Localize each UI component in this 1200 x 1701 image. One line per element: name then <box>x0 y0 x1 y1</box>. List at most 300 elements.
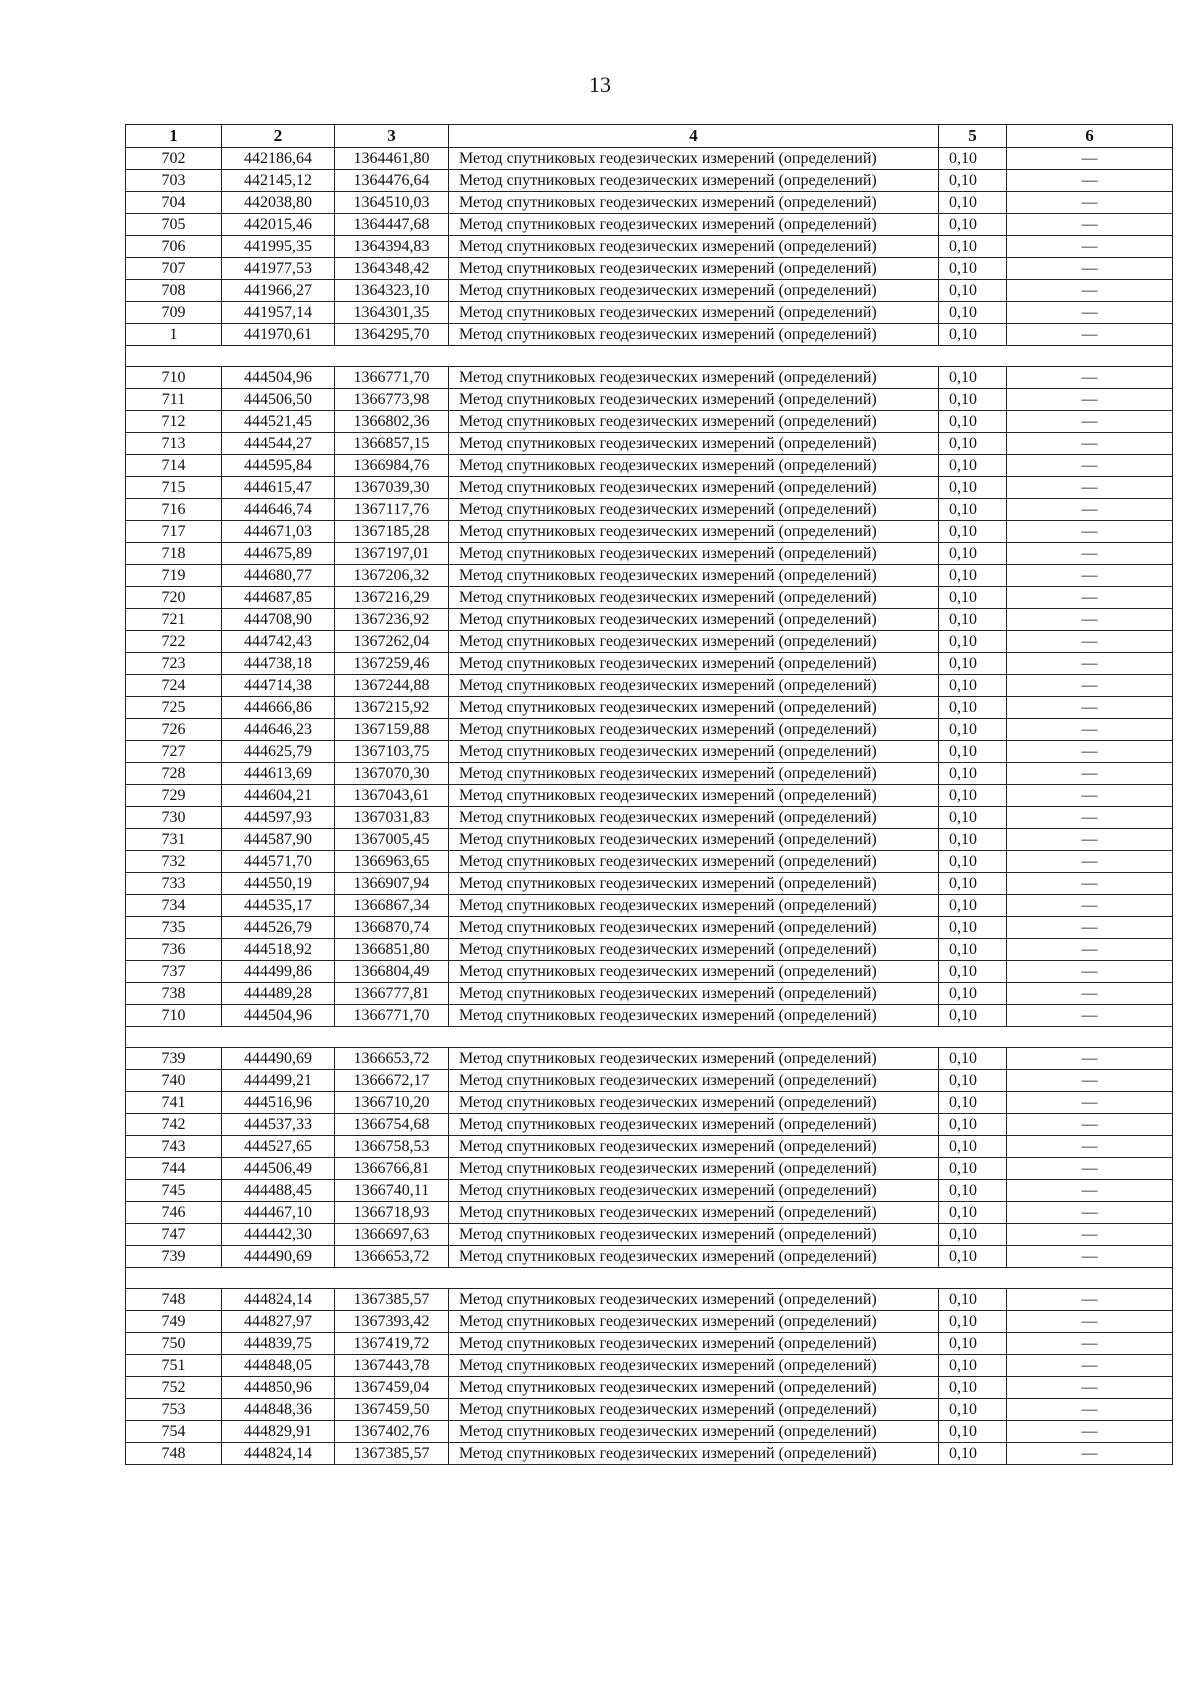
y-coordinate-cell: 1366653,72 <box>335 1246 449 1268</box>
method-cell: Метод спутниковых геодезических измерений (определений) <box>449 1202 939 1224</box>
table-row <box>126 939 1173 961</box>
point-number-cell: 1 <box>126 324 222 346</box>
method-cell: Метод спутниковых геодезических измерений (определений) <box>449 1158 939 1180</box>
dash-cell: — <box>1007 302 1173 324</box>
point-number-cell: 706 <box>126 236 222 258</box>
point-number-cell: 713 <box>126 433 222 455</box>
dash-cell: — <box>1007 961 1173 983</box>
table-body <box>126 148 1173 1465</box>
y-coordinate-cell: 1366697,63 <box>335 1224 449 1246</box>
method-cell: Метод спутниковых геодезических измерений (определений) <box>449 258 939 280</box>
x-coordinate-cell: 444666,86 <box>222 697 335 719</box>
method-cell: Метод спутниковых геодезических измерений (определений) <box>449 1092 939 1114</box>
y-coordinate-cell: 1364447,68 <box>335 214 449 236</box>
table-row <box>126 1048 1173 1070</box>
precision-cell: 0,10 <box>939 1202 1007 1224</box>
dash-cell: — <box>1007 1114 1173 1136</box>
dash-cell: — <box>1007 587 1173 609</box>
x-coordinate-cell: 444587,90 <box>222 829 335 851</box>
dash-cell: — <box>1007 1421 1173 1443</box>
table-row <box>126 1202 1173 1224</box>
point-number-cell: 717 <box>126 521 222 543</box>
dash-cell: — <box>1007 1048 1173 1070</box>
method-cell: Метод спутниковых геодезических измерений (определений) <box>449 1311 939 1333</box>
method-cell: Метод спутниковых геодезических измерений (определений) <box>449 807 939 829</box>
y-coordinate-cell: 1366771,70 <box>335 367 449 389</box>
group-separator-row <box>126 1268 1173 1289</box>
table-row <box>126 170 1173 192</box>
y-coordinate-cell: 1364476,64 <box>335 170 449 192</box>
point-number-cell: 742 <box>126 1114 222 1136</box>
point-number-cell: 745 <box>126 1180 222 1202</box>
y-coordinate-cell: 1367244,88 <box>335 675 449 697</box>
method-cell: Метод спутниковых геодезических измерений (определений) <box>449 763 939 785</box>
method-cell: Метод спутниковых геодезических измерений (определений) <box>449 1114 939 1136</box>
point-number-cell: 720 <box>126 587 222 609</box>
dash-cell: — <box>1007 1158 1173 1180</box>
table-row <box>126 499 1173 521</box>
precision-cell: 0,10 <box>939 389 1007 411</box>
table-row <box>126 521 1173 543</box>
precision-cell: 0,10 <box>939 631 1007 653</box>
x-coordinate-cell: 444537,33 <box>222 1114 335 1136</box>
point-number-cell: 704 <box>126 192 222 214</box>
x-coordinate-cell: 444490,69 <box>222 1246 335 1268</box>
method-cell: Метод спутниковых геодезических измерений (определений) <box>449 587 939 609</box>
x-coordinate-cell: 444714,38 <box>222 675 335 697</box>
y-coordinate-cell: 1366851,80 <box>335 939 449 961</box>
point-number-cell: 738 <box>126 983 222 1005</box>
method-cell: Метод спутниковых геодезических измерений (определений) <box>449 851 939 873</box>
y-coordinate-cell: 1367393,42 <box>335 1311 449 1333</box>
point-number-cell: 735 <box>126 917 222 939</box>
precision-cell: 0,10 <box>939 763 1007 785</box>
precision-cell: 0,10 <box>939 170 1007 192</box>
point-number-cell: 734 <box>126 895 222 917</box>
dash-cell: — <box>1007 411 1173 433</box>
table-row <box>126 1180 1173 1202</box>
precision-cell: 0,10 <box>939 741 1007 763</box>
method-cell: Метод спутниковых геодезических измерений (определений) <box>449 280 939 302</box>
x-coordinate-cell: 444625,79 <box>222 741 335 763</box>
y-coordinate-cell: 1366672,17 <box>335 1070 449 1092</box>
table-row <box>126 609 1173 631</box>
precision-cell: 0,10 <box>939 587 1007 609</box>
point-number-cell: 721 <box>126 609 222 631</box>
y-coordinate-cell: 1364510,03 <box>335 192 449 214</box>
x-coordinate-cell: 444499,86 <box>222 961 335 983</box>
precision-cell: 0,10 <box>939 1158 1007 1180</box>
method-cell: Метод спутниковых геодезических измерений (определений) <box>449 895 939 917</box>
separator-cell <box>126 1268 1173 1289</box>
method-cell: Метод спутниковых геодезических измерений (определений) <box>449 1443 939 1465</box>
x-coordinate-cell: 444604,21 <box>222 785 335 807</box>
y-coordinate-cell: 1366777,81 <box>335 983 449 1005</box>
table-row <box>126 1421 1173 1443</box>
precision-cell: 0,10 <box>939 895 1007 917</box>
separator-cell <box>126 1027 1173 1048</box>
table-row <box>126 741 1173 763</box>
dash-cell: — <box>1007 763 1173 785</box>
y-coordinate-cell: 1364295,70 <box>335 324 449 346</box>
y-coordinate-cell: 1367262,04 <box>335 631 449 653</box>
x-coordinate-cell: 444827,97 <box>222 1311 335 1333</box>
point-number-cell: 703 <box>126 170 222 192</box>
x-coordinate-cell: 444442,30 <box>222 1224 335 1246</box>
x-coordinate-cell: 442015,46 <box>222 214 335 236</box>
table-row <box>126 258 1173 280</box>
point-number-cell: 710 <box>126 1005 222 1027</box>
dash-cell: — <box>1007 785 1173 807</box>
method-cell: Метод спутниковых геодезических измерений (определений) <box>449 1180 939 1202</box>
precision-cell: 0,10 <box>939 1377 1007 1399</box>
point-number-cell: 747 <box>126 1224 222 1246</box>
dash-cell: — <box>1007 433 1173 455</box>
precision-cell: 0,10 <box>939 675 1007 697</box>
point-number-cell: 712 <box>126 411 222 433</box>
precision-cell: 0,10 <box>939 1048 1007 1070</box>
y-coordinate-cell: 1367419,72 <box>335 1333 449 1355</box>
precision-cell: 0,10 <box>939 433 1007 455</box>
x-coordinate-cell: 444687,85 <box>222 587 335 609</box>
table-row <box>126 1114 1173 1136</box>
point-number-cell: 716 <box>126 499 222 521</box>
point-number-cell: 748 <box>126 1289 222 1311</box>
x-coordinate-cell: 444489,28 <box>222 983 335 1005</box>
dash-cell: — <box>1007 236 1173 258</box>
precision-cell: 0,10 <box>939 807 1007 829</box>
y-coordinate-cell: 1367259,46 <box>335 653 449 675</box>
precision-cell: 0,10 <box>939 367 1007 389</box>
group-separator-row <box>126 1027 1173 1048</box>
y-coordinate-cell: 1366867,34 <box>335 895 449 917</box>
x-coordinate-cell: 444824,14 <box>222 1289 335 1311</box>
y-coordinate-cell: 1367039,30 <box>335 477 449 499</box>
dash-cell: — <box>1007 1333 1173 1355</box>
dash-cell: — <box>1007 675 1173 697</box>
x-coordinate-cell: 444526,79 <box>222 917 335 939</box>
method-cell: Метод спутниковых геодезических измерений (определений) <box>449 236 939 258</box>
dash-cell: — <box>1007 192 1173 214</box>
table-row <box>126 763 1173 785</box>
point-number-cell: 736 <box>126 939 222 961</box>
dash-cell: — <box>1007 1136 1173 1158</box>
point-number-cell: 708 <box>126 280 222 302</box>
y-coordinate-cell: 1367117,76 <box>335 499 449 521</box>
dash-cell: — <box>1007 1180 1173 1202</box>
precision-cell: 0,10 <box>939 258 1007 280</box>
y-coordinate-cell: 1364461,80 <box>335 148 449 170</box>
precision-cell: 0,10 <box>939 477 1007 499</box>
table-row <box>126 1311 1173 1333</box>
y-coordinate-cell: 1367443,78 <box>335 1355 449 1377</box>
x-coordinate-cell: 444488,45 <box>222 1180 335 1202</box>
dash-cell: — <box>1007 829 1173 851</box>
table-row <box>126 675 1173 697</box>
dash-cell: — <box>1007 983 1173 1005</box>
table-row <box>126 280 1173 302</box>
method-cell: Метод спутниковых геодезических измерений (определений) <box>449 917 939 939</box>
point-number-cell: 748 <box>126 1443 222 1465</box>
y-coordinate-cell: 1367402,76 <box>335 1421 449 1443</box>
table-row <box>126 1070 1173 1092</box>
y-coordinate-cell: 1366870,74 <box>335 917 449 939</box>
x-coordinate-cell: 441957,14 <box>222 302 335 324</box>
precision-cell: 0,10 <box>939 324 1007 346</box>
table-row <box>126 477 1173 499</box>
point-number-cell: 744 <box>126 1158 222 1180</box>
method-cell: Метод спутниковых геодезических измерений (определений) <box>449 829 939 851</box>
precision-cell: 0,10 <box>939 302 1007 324</box>
point-number-cell: 741 <box>126 1092 222 1114</box>
precision-cell: 0,10 <box>939 1311 1007 1333</box>
table-row <box>126 389 1173 411</box>
method-cell: Метод спутниковых геодезических измерений (определений) <box>449 1005 939 1027</box>
dash-cell: — <box>1007 1246 1173 1268</box>
header-cell: 3 <box>335 125 449 148</box>
y-coordinate-cell: 1366771,70 <box>335 1005 449 1027</box>
point-number-cell: 714 <box>126 455 222 477</box>
x-coordinate-cell: 441995,35 <box>222 236 335 258</box>
y-coordinate-cell: 1366758,53 <box>335 1136 449 1158</box>
table-row <box>126 1289 1173 1311</box>
method-cell: Метод спутниковых геодезических измерений (определений) <box>449 939 939 961</box>
dash-cell: — <box>1007 499 1173 521</box>
method-cell: Метод спутниковых геодезических измерений (определений) <box>449 631 939 653</box>
dash-cell: — <box>1007 1202 1173 1224</box>
table-row <box>126 411 1173 433</box>
method-cell: Метод спутниковых геодезических измерений (определений) <box>449 565 939 587</box>
dash-cell: — <box>1007 1443 1173 1465</box>
y-coordinate-cell: 1366754,68 <box>335 1114 449 1136</box>
point-number-cell: 719 <box>126 565 222 587</box>
y-coordinate-cell: 1367216,29 <box>335 587 449 609</box>
y-coordinate-cell: 1364301,35 <box>335 302 449 324</box>
precision-cell: 0,10 <box>939 873 1007 895</box>
method-cell: Метод спутниковых геодезических измерений (определений) <box>449 302 939 324</box>
method-cell: Метод спутниковых геодезических измерений (определений) <box>449 741 939 763</box>
x-coordinate-cell: 444646,23 <box>222 719 335 741</box>
x-coordinate-cell: 444671,03 <box>222 521 335 543</box>
x-coordinate-cell: 444738,18 <box>222 653 335 675</box>
dash-cell: — <box>1007 1092 1173 1114</box>
point-number-cell: 750 <box>126 1333 222 1355</box>
x-coordinate-cell: 444571,70 <box>222 851 335 873</box>
method-cell: Метод спутниковых геодезических измерений (определений) <box>449 389 939 411</box>
precision-cell: 0,10 <box>939 1421 1007 1443</box>
method-cell: Метод спутниковых геодезических измерений (определений) <box>449 1355 939 1377</box>
precision-cell: 0,10 <box>939 1443 1007 1465</box>
x-coordinate-cell: 441977,53 <box>222 258 335 280</box>
header-cell: 1 <box>126 125 222 148</box>
method-cell: Метод спутниковых геодезических измерений (определений) <box>449 477 939 499</box>
x-coordinate-cell: 444527,65 <box>222 1136 335 1158</box>
table-row <box>126 148 1173 170</box>
method-cell: Метод спутниковых геодезических измерений (определений) <box>449 1377 939 1399</box>
precision-cell: 0,10 <box>939 1070 1007 1092</box>
y-coordinate-cell: 1367385,57 <box>335 1289 449 1311</box>
x-coordinate-cell: 444597,93 <box>222 807 335 829</box>
table-row <box>126 1224 1173 1246</box>
point-number-cell: 729 <box>126 785 222 807</box>
dash-cell: — <box>1007 895 1173 917</box>
x-coordinate-cell: 444829,91 <box>222 1421 335 1443</box>
precision-cell: 0,10 <box>939 455 1007 477</box>
x-coordinate-cell: 444490,69 <box>222 1048 335 1070</box>
dash-cell: — <box>1007 148 1173 170</box>
dash-cell: — <box>1007 917 1173 939</box>
point-number-cell: 732 <box>126 851 222 873</box>
y-coordinate-cell: 1367197,01 <box>335 543 449 565</box>
precision-cell: 0,10 <box>939 543 1007 565</box>
y-coordinate-cell: 1364348,42 <box>335 258 449 280</box>
table-row <box>126 785 1173 807</box>
y-coordinate-cell: 1367385,57 <box>335 1443 449 1465</box>
x-coordinate-cell: 444504,96 <box>222 1005 335 1027</box>
precision-cell: 0,10 <box>939 939 1007 961</box>
dash-cell: — <box>1007 609 1173 631</box>
table-row <box>126 302 1173 324</box>
point-number-cell: 726 <box>126 719 222 741</box>
x-coordinate-cell: 444499,21 <box>222 1070 335 1092</box>
x-coordinate-cell: 444506,49 <box>222 1158 335 1180</box>
precision-cell: 0,10 <box>939 917 1007 939</box>
table-row <box>126 324 1173 346</box>
table-row <box>126 1399 1173 1421</box>
point-number-cell: 737 <box>126 961 222 983</box>
x-coordinate-cell: 444506,50 <box>222 389 335 411</box>
table-row <box>126 236 1173 258</box>
x-coordinate-cell: 444646,74 <box>222 499 335 521</box>
table-row <box>126 917 1173 939</box>
separator-cell <box>126 346 1173 367</box>
precision-cell: 0,10 <box>939 1355 1007 1377</box>
x-coordinate-cell: 444839,75 <box>222 1333 335 1355</box>
method-cell: Метод спутниковых геодезических измерений (определений) <box>449 697 939 719</box>
precision-cell: 0,10 <box>939 851 1007 873</box>
dash-cell: — <box>1007 543 1173 565</box>
method-cell: Метод спутниковых геодезических измерений (определений) <box>449 367 939 389</box>
y-coordinate-cell: 1367043,61 <box>335 785 449 807</box>
dash-cell: — <box>1007 631 1173 653</box>
x-coordinate-cell: 444675,89 <box>222 543 335 565</box>
table-row <box>126 1443 1173 1465</box>
x-coordinate-cell: 444595,84 <box>222 455 335 477</box>
method-cell: Метод спутниковых геодезических измерений (определений) <box>449 1070 939 1092</box>
table-row <box>126 367 1173 389</box>
precision-cell: 0,10 <box>939 148 1007 170</box>
precision-cell: 0,10 <box>939 719 1007 741</box>
table-row <box>126 543 1173 565</box>
x-coordinate-cell: 444535,17 <box>222 895 335 917</box>
method-cell: Метод спутниковых геодезических измерений (определений) <box>449 785 939 807</box>
precision-cell: 0,10 <box>939 653 1007 675</box>
precision-cell: 0,10 <box>939 1005 1007 1027</box>
table-row <box>126 1355 1173 1377</box>
y-coordinate-cell: 1367459,04 <box>335 1377 449 1399</box>
y-coordinate-cell: 1364394,83 <box>335 236 449 258</box>
y-coordinate-cell: 1366710,20 <box>335 1092 449 1114</box>
point-number-cell: 746 <box>126 1202 222 1224</box>
precision-cell: 0,10 <box>939 214 1007 236</box>
dash-cell: — <box>1007 1399 1173 1421</box>
y-coordinate-cell: 1366653,72 <box>335 1048 449 1070</box>
dash-cell: — <box>1007 873 1173 895</box>
point-number-cell: 705 <box>126 214 222 236</box>
precision-cell: 0,10 <box>939 697 1007 719</box>
method-cell: Метод спутниковых геодезических измерений (определений) <box>449 1136 939 1158</box>
x-coordinate-cell: 444467,10 <box>222 1202 335 1224</box>
precision-cell: 0,10 <box>939 1399 1007 1421</box>
x-coordinate-cell: 444680,77 <box>222 565 335 587</box>
point-number-cell: 710 <box>126 367 222 389</box>
y-coordinate-cell: 1367185,28 <box>335 521 449 543</box>
dash-cell: — <box>1007 1005 1173 1027</box>
point-number-cell: 754 <box>126 1421 222 1443</box>
table-row <box>126 455 1173 477</box>
precision-cell: 0,10 <box>939 521 1007 543</box>
method-cell: Метод спутниковых геодезических измерений (определений) <box>449 433 939 455</box>
method-cell: Метод спутниковых геодезических измерений (определений) <box>449 192 939 214</box>
point-number-cell: 743 <box>126 1136 222 1158</box>
table-row <box>126 433 1173 455</box>
table-row <box>126 1092 1173 1114</box>
precision-cell: 0,10 <box>939 499 1007 521</box>
method-cell: Метод спутниковых геодезических измерений (определений) <box>449 675 939 697</box>
dash-cell: — <box>1007 939 1173 961</box>
y-coordinate-cell: 1364323,10 <box>335 280 449 302</box>
dash-cell: — <box>1007 697 1173 719</box>
y-coordinate-cell: 1367459,50 <box>335 1399 449 1421</box>
dash-cell: — <box>1007 1311 1173 1333</box>
method-cell: Метод спутниковых геодезических измерений (определений) <box>449 170 939 192</box>
x-coordinate-cell: 444848,36 <box>222 1399 335 1421</box>
precision-cell: 0,10 <box>939 1224 1007 1246</box>
method-cell: Метод спутниковых геодезических измерений (определений) <box>449 1289 939 1311</box>
method-cell: Метод спутниковых геодезических измерений (определений) <box>449 148 939 170</box>
table-row <box>126 873 1173 895</box>
y-coordinate-cell: 1366984,76 <box>335 455 449 477</box>
x-coordinate-cell: 444504,96 <box>222 367 335 389</box>
point-number-cell: 727 <box>126 741 222 763</box>
y-coordinate-cell: 1366718,93 <box>335 1202 449 1224</box>
dash-cell: — <box>1007 1070 1173 1092</box>
precision-cell: 0,10 <box>939 609 1007 631</box>
x-coordinate-cell: 444516,96 <box>222 1092 335 1114</box>
point-number-cell: 718 <box>126 543 222 565</box>
table-row <box>126 192 1173 214</box>
table-row <box>126 587 1173 609</box>
x-coordinate-cell: 444613,69 <box>222 763 335 785</box>
table-row <box>126 851 1173 873</box>
method-cell: Метод спутниковых геодезических измерений (определений) <box>449 1246 939 1268</box>
point-number-cell: 722 <box>126 631 222 653</box>
point-number-cell: 740 <box>126 1070 222 1092</box>
precision-cell: 0,10 <box>939 1136 1007 1158</box>
dash-cell: — <box>1007 214 1173 236</box>
precision-cell: 0,10 <box>939 829 1007 851</box>
dash-cell: — <box>1007 1377 1173 1399</box>
x-coordinate-cell: 444742,43 <box>222 631 335 653</box>
precision-cell: 0,10 <box>939 1333 1007 1355</box>
group-separator-row <box>126 346 1173 367</box>
dash-cell: — <box>1007 1224 1173 1246</box>
y-coordinate-cell: 1366773,98 <box>335 389 449 411</box>
y-coordinate-cell: 1367159,88 <box>335 719 449 741</box>
dash-cell: — <box>1007 565 1173 587</box>
table-row <box>126 1246 1173 1268</box>
table-row <box>126 961 1173 983</box>
